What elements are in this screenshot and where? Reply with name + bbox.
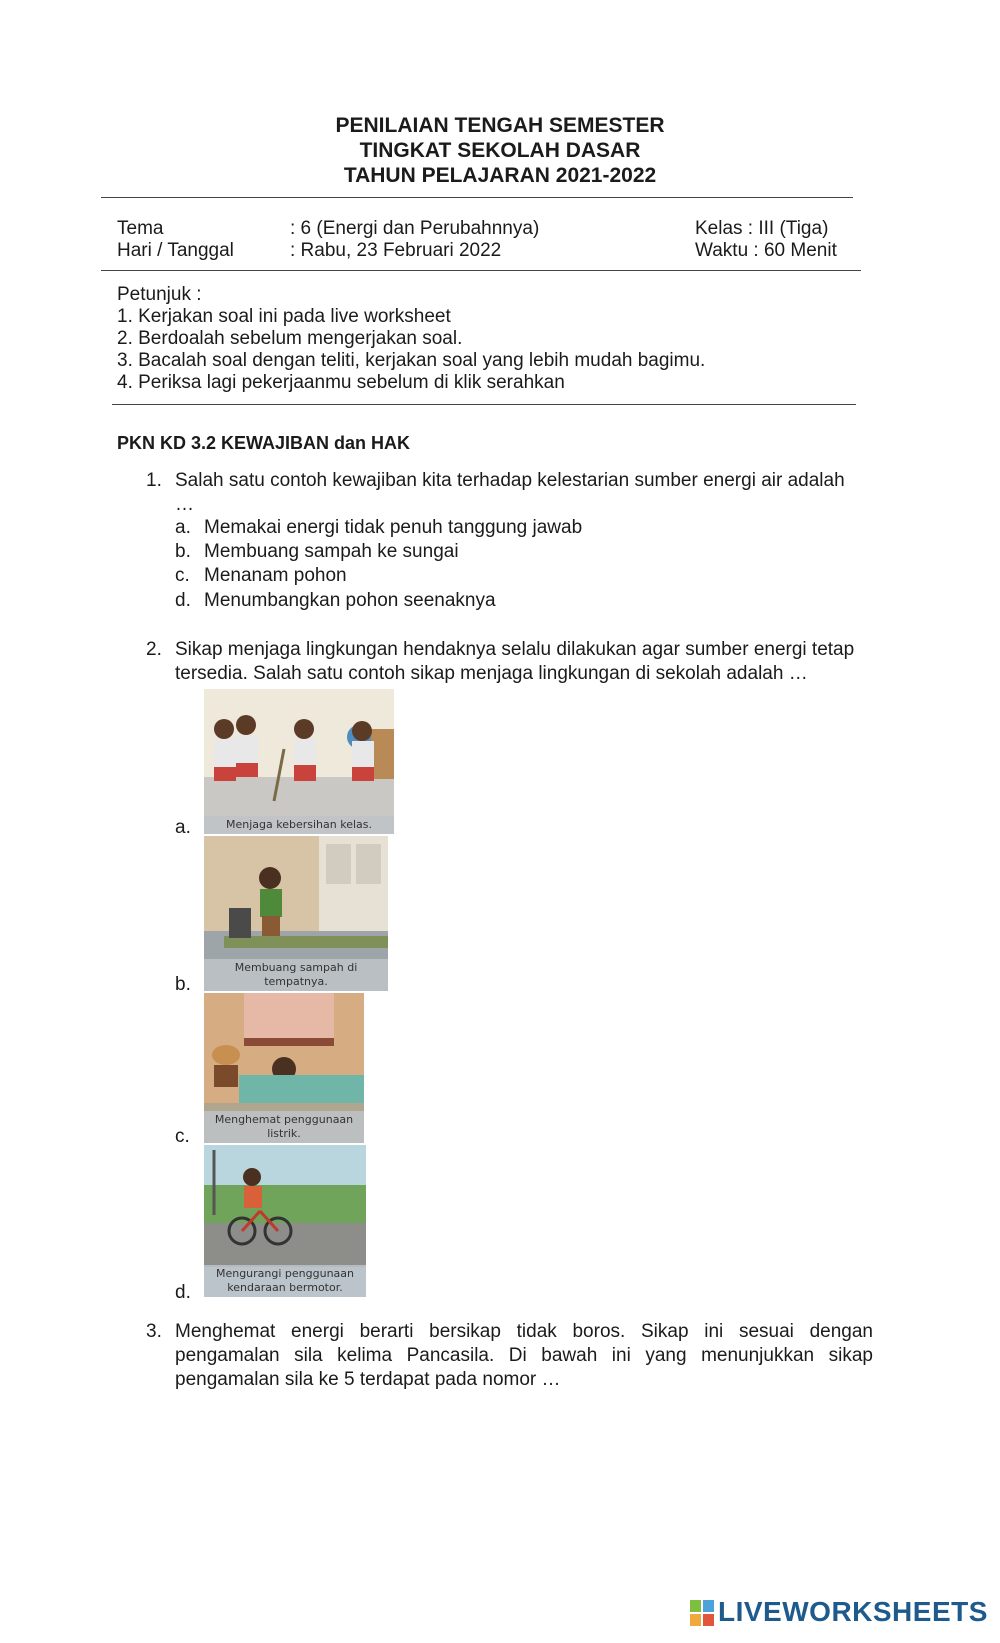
kelas-value: Kelas : III (Tiga) xyxy=(695,218,829,239)
q2-option-a-image[interactable] xyxy=(204,689,394,834)
question-3-number: 3. xyxy=(146,1321,162,1342)
header-divider xyxy=(101,197,853,198)
q2-option-a-letter: a. xyxy=(175,817,191,838)
liveworksheets-logo[interactable] xyxy=(690,1596,990,1632)
q1-option-a-letter: a. xyxy=(175,517,191,538)
section-title: PKN KD 3.2 KEWAJIBAN dan HAK xyxy=(117,433,411,453)
instruction-item: 1. Kerjakan soal ini pada live worksheet xyxy=(117,306,451,327)
question-3-text: Menghemat energi berarti bersikap tidak boros. Sikap ini sesuai dengan xyxy=(175,1321,873,1342)
question-2-number: 2. xyxy=(146,639,162,660)
q1-option-a[interactable]: Memakai energi tidak penuh tanggung jawab xyxy=(204,517,583,538)
instruction-item: 3. Bacalah soal dengan teliti, kerjakan soal yang lebih mudah bagimu. xyxy=(117,350,706,371)
q2-option-b-caption: Membuang sampah di tempatnya. xyxy=(204,959,388,991)
q1-option-b[interactable]: Membuang sampah ke sungai xyxy=(204,541,459,562)
q1-option-c[interactable]: Menanam pohon xyxy=(204,565,347,586)
tema-label: Tema xyxy=(117,218,164,239)
question-1-number: 1. xyxy=(146,470,162,491)
info-divider xyxy=(101,270,861,271)
q2-option-d-caption: Mengurangi penggunaan kendaraan bermotor. xyxy=(204,1265,366,1297)
question-3-text-cont: pengamalan sila kelima Pancasila. Di bawah ini yang menunjukkan sikap xyxy=(175,1345,873,1366)
hari-value: : Rabu, 23 Februari 2022 xyxy=(290,240,502,261)
liveworksheets-logo-icon xyxy=(690,1600,716,1628)
question-1-text-cont: … xyxy=(175,494,194,515)
instructions-divider xyxy=(112,404,856,405)
question-2-text: Sikap menjaga lingkungan hendaknya selalu dilakukan agar sumber energi tetap xyxy=(175,639,855,660)
q2-option-c-caption: Menghemat penggunaan listrik. xyxy=(204,1111,364,1143)
q2-option-a-caption: Menjaga kebersihan kelas. xyxy=(204,816,394,834)
instructions-heading: Petunjuk : xyxy=(117,284,202,305)
q2-option-d-image[interactable] xyxy=(204,1145,366,1297)
q2-option-d-letter: d. xyxy=(175,1282,191,1303)
title-line-3: TAHUN PELAJARAN 2021-2022 xyxy=(343,164,657,187)
waktu-value: Waktu : 60 Menit xyxy=(695,240,837,261)
q2-option-c-image[interactable] xyxy=(204,993,364,1143)
liveworksheets-brand: LIVEWORKSHEETS xyxy=(718,1596,988,1627)
title-line-1: PENILAIAN TENGAH SEMESTER xyxy=(335,114,665,137)
q2-option-b-image[interactable] xyxy=(204,836,388,991)
tema-value: : 6 (Energi dan Perubahnnya) xyxy=(290,218,540,239)
q1-option-c-letter: c. xyxy=(175,565,190,586)
instruction-item: 4. Periksa lagi pekerjaanmu sebelum di klik serahkan xyxy=(117,372,565,393)
hari-label: Hari / Tanggal xyxy=(117,240,234,261)
q1-option-d[interactable]: Menumbangkan pohon seenaknya xyxy=(204,590,496,611)
instruction-item: 2. Berdoalah sebelum mengerjakan soal. xyxy=(117,328,463,349)
q1-option-b-letter: b. xyxy=(175,541,191,562)
title-line-2: TINGKAT SEKOLAH DASAR xyxy=(359,139,641,162)
q1-option-d-letter: d. xyxy=(175,590,191,611)
q2-option-b-letter: b. xyxy=(175,974,191,995)
question-1-text: Salah satu contoh kewajiban kita terhadap kelestarian sumber energi air adalah xyxy=(175,470,845,491)
q2-option-c-letter: c. xyxy=(175,1126,190,1147)
question-2-text-cont: tersedia. Salah satu contoh sikap menjaga lingkungan di sekolah adalah … xyxy=(175,663,808,684)
classroom-cleaning-illustration xyxy=(204,689,394,834)
question-3-text-cont2: pengamalan sila ke 5 terdapat pada nomor … xyxy=(175,1369,561,1390)
